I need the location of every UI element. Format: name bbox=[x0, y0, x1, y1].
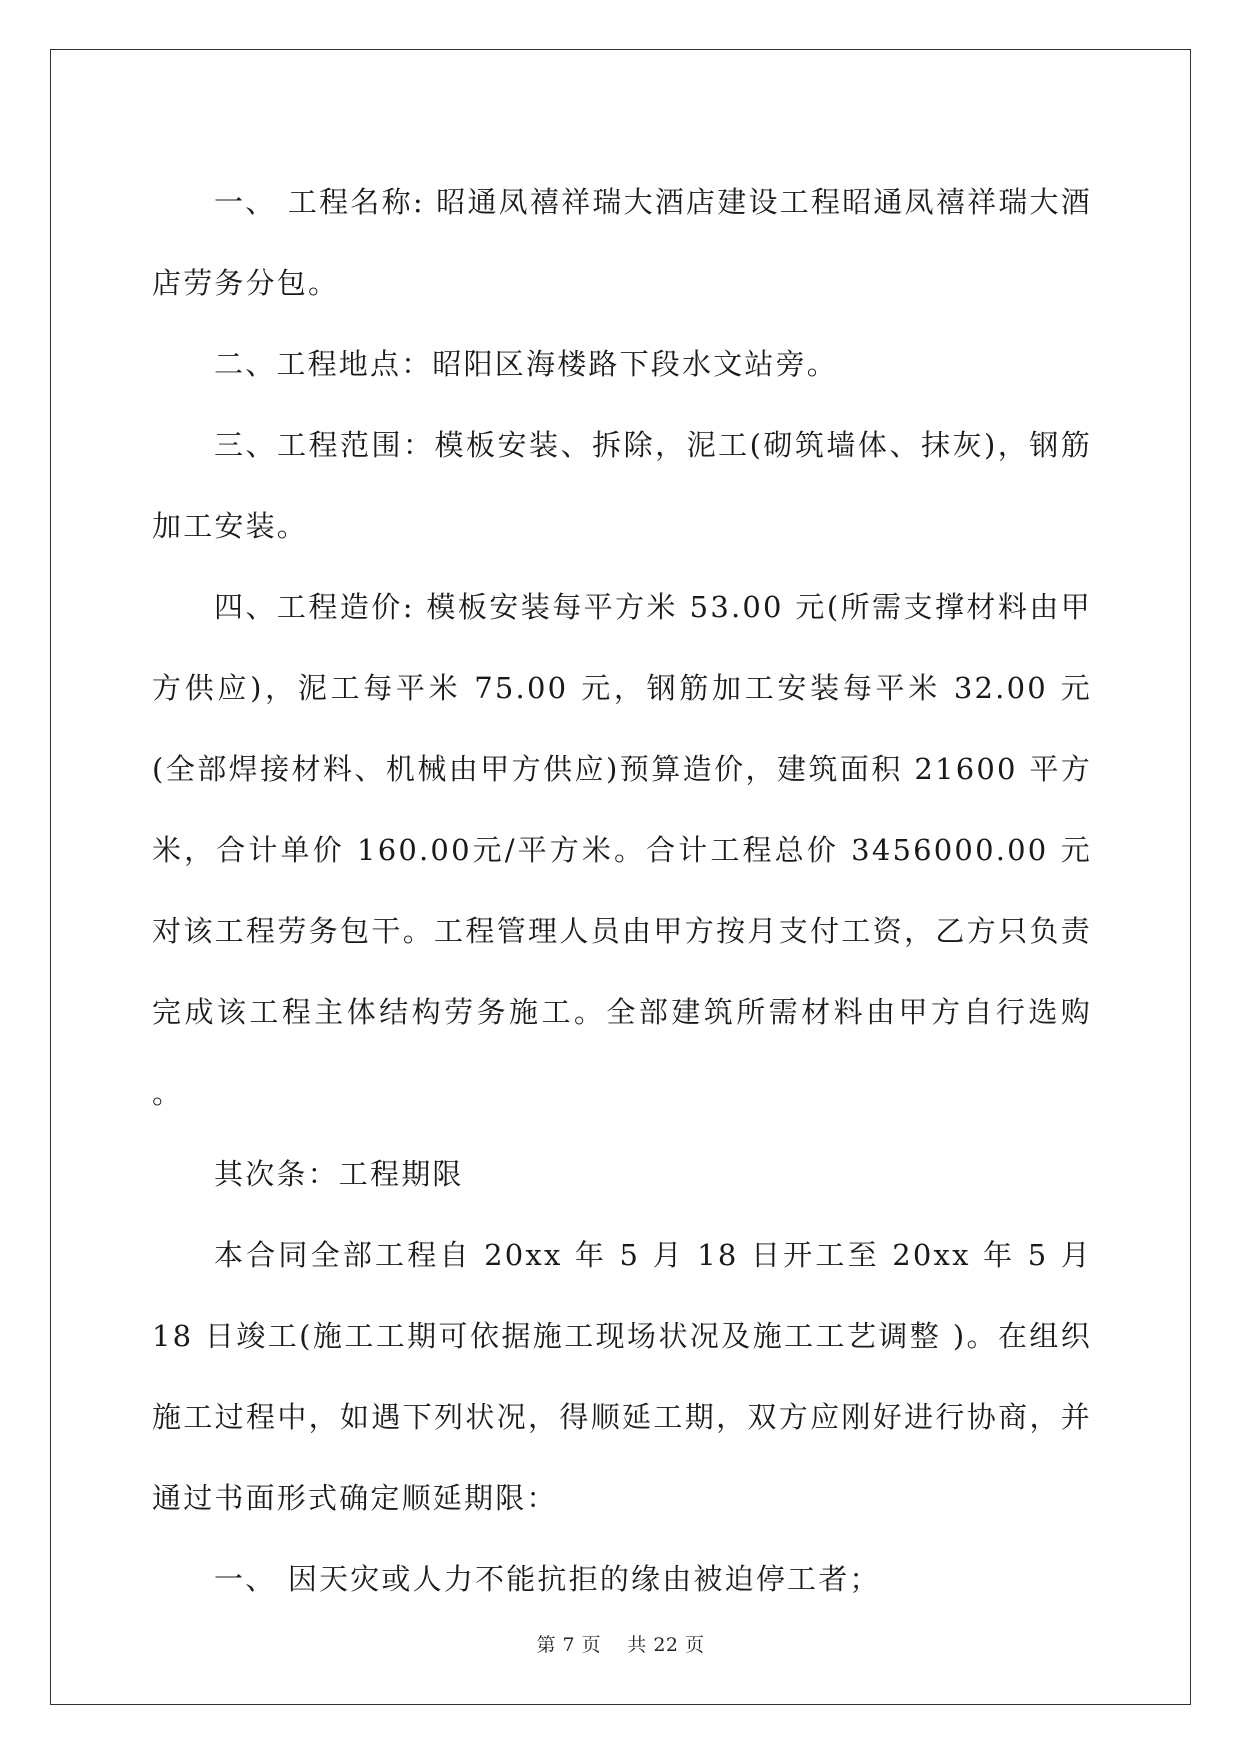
paragraph-project-cost: 四、工程造价: 模板安装每平方米 53.00 元(所需支撑材料由甲方供应)，泥工每平米 75.00 元，钢筋加工安装每平米 32.00 元(全部焊接材料、机械由甲方供应)预算造价，建筑面积 21600 平方米，合计单价 160.00元/平方米。合计工程总价 3456000.00 元对该工程劳务包干。工程管理人员由甲方按月支付工资，乙方只负责完成该工程主体结构劳务施工。全部建筑所需材料由甲方自行选购 。 bbox=[152, 590, 1092, 1110]
paragraph-force-majeure: 一、 因天灾或人力不能抗拒的缘由被迫停工者； bbox=[214, 1562, 881, 1596]
paragraph-project-name: 一、 工程名称: 昭通凤禧祥瑞大酒店建设工程昭通凤禧祥瑞大酒店劳务分包。 bbox=[152, 185, 1092, 300]
paragraph-project-schedule: 本合同全部工程自 20xx 年 5 月 18 日开工至 20xx 年 5 月 18 日竣工(施工工期可依据施工现场状况及施工工艺调整 )。在组织施工过程中，如遇下列状况，得顺延工期，双方应刚好进行协商，并通过书面形式确定顺延期限： bbox=[152, 1238, 1092, 1515]
page-number-footer bbox=[0, 1630, 1241, 1657]
document-body bbox=[152, 162, 1092, 1620]
paragraph-project-location: 二、工程地点：昭阳区海楼路下段水文站旁。 bbox=[214, 347, 839, 381]
paragraph-project-scope: 三、工程范围：模板安装、拆除，泥工(砌筑墙体、抹灰)，钢筋加工安装。 bbox=[152, 428, 1092, 543]
page-number-label: 第 7 页 共 22 页 bbox=[536, 1634, 705, 1656]
section-heading-project-term: 其次条：工程期限 bbox=[214, 1157, 464, 1191]
